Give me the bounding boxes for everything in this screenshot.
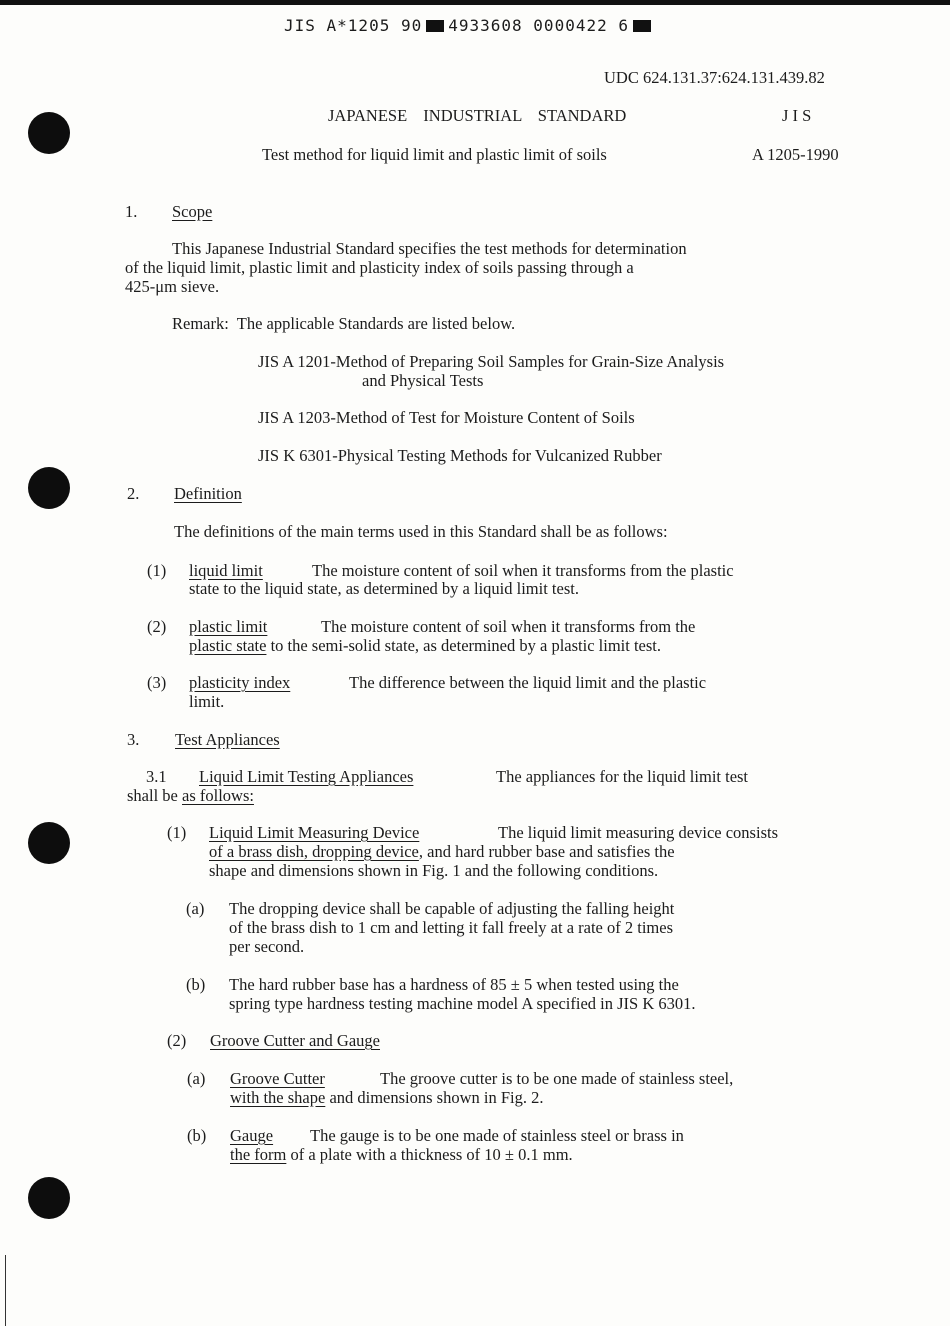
standard-reference-continued: and Physical Tests <box>362 371 484 390</box>
binder-hole <box>28 822 70 864</box>
subsection-3-1-heading: Liquid Limit Testing Appliances <box>199 767 414 786</box>
definition-2-text <box>189 636 661 655</box>
subsection-3-1-lead: shall be <box>127 786 182 805</box>
standard-number: A 1205-1990 <box>752 145 839 164</box>
section-3-number: 3. <box>127 730 140 749</box>
definition-2-term: plastic limit <box>189 617 268 636</box>
definition-2-rest: to the semi-solid state, as determined by a plastic limit test. <box>266 636 661 655</box>
item-a-text: The dropping device shall be capable of adjusting the falling height <box>229 899 675 918</box>
gauge-rest: of a plate with a thickness of 10 ± 0.1 mm. <box>286 1145 573 1164</box>
catalog-code-middle: 4933608 0000422 6 <box>448 16 629 35</box>
standard-name: JAPANESE INDUSTRIAL STANDARD <box>328 106 627 125</box>
definition-3-text: limit. <box>189 692 225 711</box>
binder-hole <box>28 467 70 509</box>
groove-cutter-text: The groove cutter is to be one made of stainless steel, <box>380 1069 734 1088</box>
section-2-number: 2. <box>127 484 140 503</box>
definition-3-text: The difference between the liquid limit and the plastic <box>349 673 707 692</box>
item-1-text: The liquid limit measuring device consists <box>498 823 778 842</box>
section-2-heading: Definition <box>174 484 242 503</box>
definition-2-text: The moisture content of soil when it transforms from the <box>321 617 696 636</box>
definition-1-text: state to the liquid state, as determined by a liquid limit test. <box>189 579 579 598</box>
jis-mark: J I S <box>782 106 812 125</box>
binder-hole <box>28 1177 70 1219</box>
definition-1-term: liquid limit <box>189 561 263 580</box>
groove-b-number: (b) <box>187 1126 207 1145</box>
standard-reference: JIS K 6301-Physical Testing Methods for Vulcanized Rubber <box>258 446 662 465</box>
subsection-3-1-underlined: as follows: <box>182 786 254 805</box>
section-1-number: 1. <box>125 202 138 221</box>
section-3-heading: Test Appliances <box>175 730 280 749</box>
groove-cutter-term: Groove Cutter <box>230 1069 325 1088</box>
binder-hole <box>28 112 70 154</box>
block-mark-icon <box>633 20 651 32</box>
item-1-term: Liquid Limit Measuring Device <box>209 823 420 842</box>
item-1-text <box>209 842 675 861</box>
udc-number: UDC 624.131.37:624.131.439.82 <box>604 68 825 87</box>
item-b-text: The hard rubber base has a hardness of 85 ± 5 when tested using the <box>229 975 679 994</box>
definition-3-term: plasticity index <box>189 673 291 692</box>
block-mark-icon <box>426 20 444 32</box>
definition-3-number: (3) <box>147 673 167 692</box>
groove-cutter-underlined: with the shape <box>230 1088 326 1107</box>
gauge-text: The gauge is to be one made of stainless steel or brass in <box>310 1126 684 1145</box>
definition-2-underlined: plastic state <box>189 636 267 655</box>
item-2-number: (2) <box>167 1031 187 1050</box>
item-a-number: (a) <box>186 899 205 918</box>
scope-text-line: of the liquid limit, plastic limit and plasticity index of soils passing through a <box>125 258 634 277</box>
definition-1-number: (1) <box>147 561 167 580</box>
definition-intro: The definitions of the main terms used in this Standard shall be as follows: <box>174 522 668 541</box>
item-b-text: spring type hardness testing machine model A specified in JIS K 6301. <box>229 994 696 1013</box>
item-1-text: shape and dimensions shown in Fig. 1 and the following conditions. <box>209 861 659 880</box>
item-b-number: (b) <box>186 975 206 994</box>
item-a-text: per second. <box>229 937 305 956</box>
gauge-underlined: the form <box>230 1145 287 1164</box>
standard-reference: JIS A 1203-Method of Test for Moisture Content of Soils <box>258 408 635 427</box>
item-2-heading: Groove Cutter and Gauge <box>210 1031 380 1050</box>
gauge-text <box>230 1145 573 1164</box>
definition-1-text: The moisture content of soil when it transforms from the plastic <box>312 561 734 580</box>
document-title: Test method for liquid limit and plastic limit of soils <box>262 145 607 164</box>
catalog-code-line <box>284 16 655 35</box>
item-1-number: (1) <box>167 823 187 842</box>
remark-text: Remark: The applicable Standards are listed below. <box>172 314 516 333</box>
scope-text-line: 425-μm sieve. <box>125 277 220 296</box>
groove-cutter-text <box>230 1088 544 1107</box>
groove-a-number: (a) <box>187 1069 206 1088</box>
item-a-text: of the brass dish to 1 cm and letting it fall freely at a rate of 2 times <box>229 918 673 937</box>
gauge-term: Gauge <box>230 1126 274 1145</box>
catalog-code-left: JIS A*1205 90 <box>284 16 423 35</box>
item-1-rest: , and hard rubber base and satisfies the <box>418 842 675 861</box>
item-1-underlined: of a brass dish, dropping device <box>209 842 419 861</box>
scope-text-line: This Japanese Industrial Standard specifies the test methods for determination <box>172 239 687 258</box>
groove-cutter-rest: and dimensions shown in Fig. 2. <box>325 1088 544 1107</box>
section-1-heading: Scope <box>172 202 213 221</box>
scan-left-edge <box>5 1255 6 1326</box>
subsection-3-1-number: 3.1 <box>146 767 167 786</box>
subsection-3-1-text: The appliances for the liquid limit test <box>496 767 749 786</box>
definition-2-number: (2) <box>147 617 167 636</box>
subsection-3-1-text <box>127 786 254 805</box>
standard-reference: JIS A 1201-Method of Preparing Soil Samples for Grain-Size Analysis <box>258 352 725 371</box>
scan-top-edge <box>0 0 950 5</box>
